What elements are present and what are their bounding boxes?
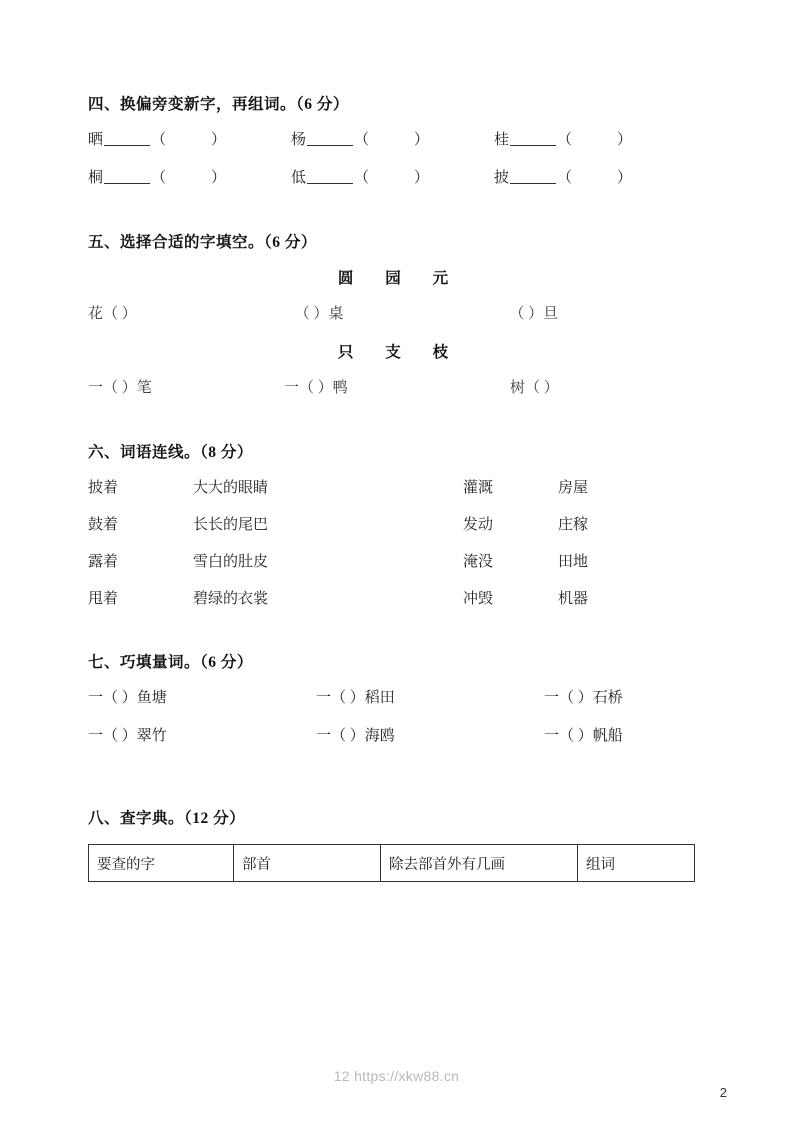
match-left-1[interactable]: 披着: [88, 480, 119, 496]
measure-row-2: [88, 724, 698, 745]
match-right-a-1[interactable]: 灌溉: [463, 480, 494, 496]
answer-paren[interactable]: （ ）: [151, 170, 227, 186]
section-four-row-2: [88, 166, 698, 187]
measure-row-1: [88, 686, 698, 707]
fill-item-bi[interactable]: 一（ ）笔: [88, 380, 152, 396]
spacer: [88, 204, 698, 230]
worksheet-content: [88, 92, 698, 886]
item-char: 桐: [88, 170, 104, 186]
match-row-2: [88, 513, 698, 534]
section-seven-title: 七、巧填量词。（6 分）: [88, 654, 253, 671]
match-row-3: [88, 550, 698, 571]
match-left-4[interactable]: 甩着: [88, 591, 119, 607]
fill-item-dan[interactable]: （ ）旦: [509, 306, 559, 322]
dictionary-table: [88, 844, 695, 882]
item-char: 晒: [88, 132, 104, 148]
section-seven: [88, 650, 698, 745]
match-right-b-4[interactable]: 机器: [558, 591, 589, 607]
item-di[interactable]: [291, 166, 494, 187]
table-header-word: 组词: [578, 845, 695, 882]
fill-item-zhuo[interactable]: （ ）桌: [294, 306, 344, 322]
item-shai[interactable]: [88, 128, 291, 149]
match-row-1: [88, 476, 698, 497]
match-mid-4[interactable]: 碧绿的衣裳: [193, 591, 269, 607]
section-four-row-1: [88, 128, 698, 149]
match-row-4: [88, 587, 698, 608]
table-header-strokes: 除去部首外有几画: [381, 845, 578, 882]
match-right-a-4[interactable]: 冲毁: [463, 591, 494, 607]
spacer: [88, 762, 698, 788]
item-gui[interactable]: [494, 128, 697, 149]
measure-item-fanchuan[interactable]: 一（ ）帆船: [544, 728, 623, 744]
table-header-radical: 部首: [234, 845, 381, 882]
answer-paren[interactable]: （ ）: [354, 170, 430, 186]
match-left-2[interactable]: 鼓着: [88, 517, 119, 533]
page-number: 2: [719, 1085, 727, 1100]
answer-paren[interactable]: （ ）: [151, 132, 227, 148]
section-six: [88, 440, 698, 608]
fill-item-ya[interactable]: 一（ ）鸭: [284, 380, 348, 396]
answer-paren[interactable]: （ ）: [354, 132, 430, 148]
answer-blank[interactable]: [307, 168, 353, 184]
choice-set-1: 圆 园 元: [337, 270, 463, 287]
table-header-row: [89, 845, 695, 882]
answer-blank[interactable]: [104, 130, 150, 146]
watermark: 12 https://xkw88.cn: [333, 1068, 460, 1084]
answer-blank[interactable]: [510, 168, 556, 184]
section-six-title: 六、词语连线。（8 分）: [88, 444, 253, 461]
match-mid-1[interactable]: 大大的眼睛: [193, 480, 269, 496]
section-five-title: 五、选择合适的字填空。（6 分）: [88, 234, 317, 251]
fill-item-shu[interactable]: 树（ ）: [510, 380, 559, 396]
section-five-row-2: [88, 376, 698, 397]
choice-set-2: 只 支 枝: [337, 344, 463, 361]
item-char: 杨: [291, 132, 307, 148]
measure-item-yutang[interactable]: 一（ ）鱼塘: [88, 690, 167, 706]
match-right-b-3[interactable]: 田地: [558, 554, 589, 570]
answer-blank[interactable]: [307, 130, 353, 146]
answer-blank[interactable]: [510, 130, 556, 146]
match-left-3[interactable]: 露着: [88, 554, 119, 570]
section-five-row-1: [88, 302, 698, 323]
spacer: [88, 414, 698, 440]
section-five: [88, 230, 698, 397]
measure-item-haiou[interactable]: 一（ ）海鸥: [316, 728, 395, 744]
match-mid-3[interactable]: 雪白的肚皮: [193, 554, 269, 570]
item-char: 低: [291, 170, 307, 186]
item-tong[interactable]: [88, 166, 291, 187]
section-eight-title: 八、查字典。（12 分）: [88, 810, 246, 827]
match-right-b-1[interactable]: 房屋: [558, 480, 589, 496]
measure-item-daotian[interactable]: 一（ ）稻田: [316, 690, 395, 706]
section-four: [88, 92, 698, 187]
section-four-title: 四、换偏旁变新字，再组词。（6 分）: [88, 96, 349, 113]
item-pi[interactable]: [494, 166, 697, 187]
answer-blank[interactable]: [104, 168, 150, 184]
match-right-a-2[interactable]: 发动: [463, 517, 494, 533]
measure-item-cuizhu[interactable]: 一（ ）翠竹: [88, 728, 167, 744]
fill-item-hua[interactable]: 花（ ）: [88, 306, 137, 322]
measure-item-shiqiao[interactable]: 一（ ）石桥: [544, 690, 623, 706]
table-header-char: 要查的字: [89, 845, 234, 882]
item-yang[interactable]: [291, 128, 494, 149]
match-right-a-3[interactable]: 淹没: [463, 554, 494, 570]
item-char: 桂: [494, 132, 510, 148]
answer-paren[interactable]: （ ）: [557, 170, 633, 186]
answer-paren[interactable]: （ ）: [557, 132, 633, 148]
section-eight: [88, 806, 698, 882]
match-mid-2[interactable]: 长长的尾巴: [193, 517, 269, 533]
spacer: [88, 624, 698, 650]
match-right-b-2[interactable]: 庄稼: [558, 517, 589, 533]
spacer: [88, 788, 698, 806]
item-char: 披: [494, 170, 510, 186]
